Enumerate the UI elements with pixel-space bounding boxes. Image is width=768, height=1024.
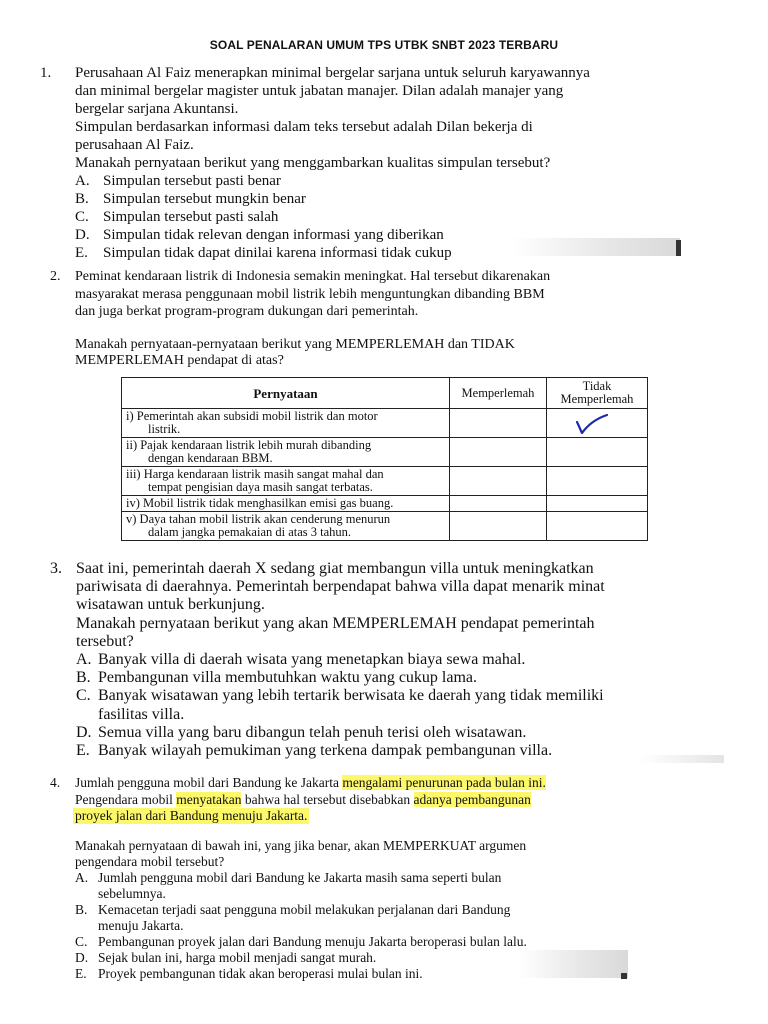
- question-number: 4.: [50, 775, 61, 790]
- header-pernyataan: Pernyataan: [122, 378, 450, 409]
- option-letter: C.: [75, 934, 88, 949]
- memperlemah-cell[interactable]: [450, 438, 547, 467]
- question-text-line: MEMPERLEMAH pendapat di atas?: [75, 353, 284, 368]
- option-letter: E.: [75, 245, 88, 261]
- memperlemah-cell[interactable]: [450, 512, 547, 541]
- option-letter: A.: [75, 870, 89, 885]
- question-text-line: Manakah pernyataan di bawah ini, yang jika benar, akan MEMPERKUAT argumen: [75, 838, 527, 853]
- table-header-row: [122, 378, 648, 409]
- text-segment: bahwa hal tersebut disebabkan: [241, 792, 414, 807]
- option-letter: B.: [75, 191, 89, 207]
- option-letter: C.: [75, 209, 89, 225]
- header-tidak-memperlemah: Tidak Memperlemah: [547, 378, 648, 409]
- statement-line: i) Pemerintah akan subsidi mobil listrik dan motor: [126, 409, 378, 423]
- tidak-memperlemah-cell[interactable]: [547, 438, 648, 467]
- scan-artifact: [510, 238, 680, 256]
- question-text-line: Manakah pernyataan-pernyataan berikut yang MEMPERLEMAH dan TIDAK: [75, 337, 515, 352]
- question-text-line: [75, 792, 531, 808]
- option-text-continued: fasilitas villa.: [98, 706, 185, 723]
- option-text: Pembangunan villa membutuhkan waktu yang cukup lama.: [98, 669, 478, 686]
- text-segment: Jumlah pengguna mobil dari Bandung ke Jakarta: [75, 775, 343, 790]
- statement-line: dengan kendaraan BBM.: [148, 451, 273, 465]
- statement-line: v) Daya tahan mobil listrik akan cenderung menurun: [126, 512, 391, 526]
- highlighted-text: mengalami penurunan pada bulan ini.: [342, 775, 546, 790]
- question-text-line: [75, 775, 546, 791]
- tidak-memperlemah-cell[interactable]: [547, 409, 648, 438]
- statement-cell: [122, 512, 450, 541]
- option-text: Jumlah pengguna mobil dari Bandung ke Jakarta masih sama seperti bulan: [98, 870, 502, 885]
- statement-cell: [122, 438, 450, 467]
- option-text-continued: sebelumnya.: [98, 886, 166, 901]
- tidak-memperlemah-cell[interactable]: [547, 512, 648, 541]
- option-letter: D.: [75, 227, 90, 243]
- option-text: Pembangunan proyek jalan dari Bandung menuju Jakarta beroperasi bulan lalu.: [98, 934, 527, 949]
- option-text: Simpulan tersebut pasti benar: [103, 173, 281, 189]
- scan-artifact-mark: [676, 240, 681, 256]
- question-text-line: dan juga berkat program-program dukungan dari pemerintah.: [75, 304, 419, 319]
- option-text: Banyak wisatawan yang lebih tertarik berwisata ke daerah yang tidak memiliki: [98, 687, 604, 704]
- question-text-line: Manakah pernyataan berikut yang menggambarkan kualitas simpulan tersebut?: [75, 155, 551, 171]
- highlighted-text: adanya pembangunan: [413, 792, 531, 807]
- memperlemah-cell[interactable]: [450, 467, 547, 496]
- option-text: Sejak bulan ini, harga mobil menjadi sangat murah.: [98, 950, 377, 965]
- statement-line: iv) Mobil listrik tidak menghasilkan emisi gas buang.: [126, 496, 394, 510]
- statement-cell: [122, 409, 450, 438]
- statement-line: listrik.: [148, 422, 181, 436]
- option-letter: B.: [76, 669, 91, 686]
- statement-cell: [122, 496, 450, 512]
- question-text-line: pengendara mobil tersebut?: [75, 854, 225, 869]
- question-number: 3.: [50, 560, 62, 577]
- scan-artifact: [640, 755, 724, 763]
- option-text: Simpulan tersebut mungkin benar: [103, 191, 306, 207]
- checkmark-icon: [575, 412, 609, 436]
- option-letter: E.: [75, 966, 87, 981]
- question-text-line: masyarakat merasa penggunaan mobil listrik lebih menguntungkan dibanding BBM: [75, 287, 545, 302]
- option-text: Simpulan tersebut pasti salah: [103, 209, 279, 225]
- option-text: Simpulan tidak dapat dinilai karena informasi tidak cukup: [103, 245, 452, 261]
- text-segment: Pengendara mobil: [75, 792, 177, 807]
- tidak-memperlemah-cell[interactable]: [547, 467, 648, 496]
- question-text-line: Saat ini, pemerintah daerah X sedang giat membangun villa untuk meningkatkan: [76, 560, 594, 577]
- highlighted-text: menyatakan: [176, 792, 242, 807]
- question-text-line: Manakah pernyataan berikut yang akan MEMPERLEMAH pendapat pemerintah: [76, 615, 595, 632]
- question-text-line: Simpulan berdasarkan informasi dalam teks tersebut adalah Dilan bekerja di: [75, 119, 533, 135]
- memperlemah-cell[interactable]: [450, 409, 547, 438]
- option-text: Simpulan tidak relevan dengan informasi yang diberikan: [103, 227, 444, 243]
- highlighted-text: proyek jalan dari Bandung menuju Jakarta.: [75, 808, 308, 823]
- option-letter: D.: [75, 950, 89, 965]
- table-row: [122, 409, 648, 438]
- option-letter: E.: [76, 742, 90, 759]
- table-row: [122, 496, 648, 512]
- tidak-memperlemah-cell[interactable]: [547, 496, 648, 512]
- question-text-line: pariwisata di daerahnya. Pemerintah berpendapat bahwa villa dapat menarik minat: [76, 578, 605, 595]
- option-letter: A.: [75, 173, 90, 189]
- statement-line: dalam jangka pemakaian di atas 3 tahun.: [148, 525, 352, 539]
- question-text-line: tersebut?: [76, 633, 134, 650]
- option-letter: C.: [76, 687, 91, 704]
- option-text: Proyek pembangunan tidak akan beroperasi mulai bulan ini.: [98, 966, 423, 981]
- option-text: Semua villa yang baru dibangun telah penuh terisi oleh wisatawan.: [98, 724, 527, 741]
- option-letter: A.: [76, 651, 92, 668]
- option-letter: B.: [75, 902, 88, 917]
- scan-artifact: [518, 950, 628, 978]
- option-text-continued: menuju Jakarta.: [98, 918, 184, 933]
- table-row: [122, 512, 648, 541]
- question-text-line: perusahaan Al Faiz.: [75, 137, 194, 153]
- document-title: SOAL PENALARAN UMUM TPS UTBK SNBT 2023 TERBARU: [209, 38, 559, 52]
- option-text: Banyak villa di daerah wisata yang menetapkan biaya sewa mahal.: [98, 651, 526, 668]
- question-number: 2.: [50, 269, 61, 284]
- statement-line: ii) Pajak kendaraan listrik lebih murah dibanding: [126, 438, 372, 452]
- question-text-line: Peminat kendaraan listrik di Indonesia semakin meningkat. Hal tersebut dikarenakan: [75, 269, 551, 284]
- scan-artifact-mark: [621, 973, 627, 979]
- statement-cell: [122, 467, 450, 496]
- statement-line: tempat pengisian daya masih sangat terbatas.: [148, 480, 373, 494]
- question-text-line: Perusahaan Al Faiz menerapkan minimal bergelar sarjana untuk seluruh karyawannya: [75, 65, 590, 81]
- header-memperlemah: Memperlemah: [450, 378, 547, 409]
- question-text-line: bergelar sarjana Akuntansi.: [75, 101, 239, 117]
- table-row: [122, 438, 648, 467]
- table-row: [122, 467, 648, 496]
- statement-line: iii) Harga kendaraan listrik masih sangat mahal dan: [126, 467, 384, 481]
- option-text: Banyak wilayah pemukiman yang terkena dampak pembangunan villa.: [98, 742, 553, 759]
- memperlemah-cell[interactable]: [450, 496, 547, 512]
- statements-table: [121, 377, 648, 541]
- question-number: 1.: [40, 65, 52, 81]
- option-letter: D.: [76, 724, 92, 741]
- question-text-line: dan minimal bergelar magister untuk jabatan manajer. Dilan adalah manajer yang: [75, 83, 564, 99]
- option-text: Kemacetan terjadi saat pengguna mobil melakukan perjalanan dari Bandung: [98, 902, 511, 917]
- question-text-line: wisatawan untuk berkunjung.: [76, 596, 265, 613]
